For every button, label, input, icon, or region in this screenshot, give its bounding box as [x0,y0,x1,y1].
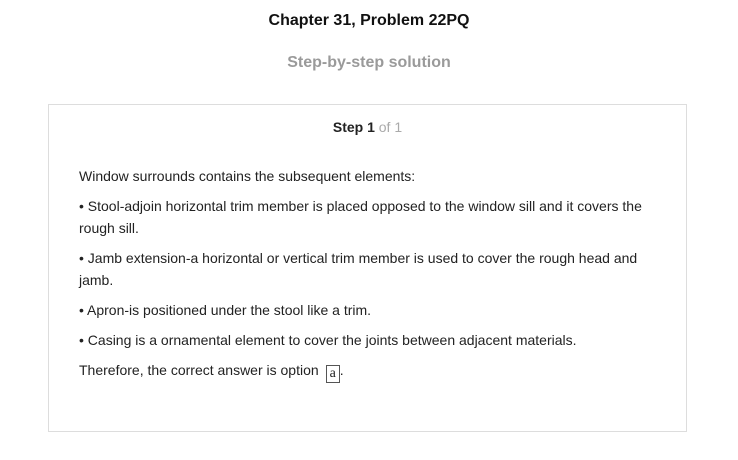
intro-text: Window surrounds contains the subsequent elements: [79,168,416,184]
bullet-item: • Casing is a ornamental element to cover the joints between adjacent materials. [79,332,577,348]
bullet-item: • Apron-is positioned under the stool like a trim. [79,302,372,318]
solution-subtitle: Step-by-step solution [287,54,451,71]
solution-content [79,165,659,391]
step-label: Step 1 [332,119,375,135]
chapter-title: Chapter 31, Problem 22PQ [268,12,470,29]
conclusion-line [79,359,659,383]
conclusion-period: . [339,362,344,378]
conclusion-text: Therefore, the correct answer is option [79,362,319,378]
bullet-item: • Stool-adjoin horizontal trim member is placed opposed to the window sill and it covers the rough sill. [79,198,642,236]
answer-box: a [326,365,340,383]
bullet-item: • Jamb extension-a horizontal or vertical trim member is used to cover the rough head and jamb. [79,250,638,288]
step-header [49,119,686,135]
solution-card [48,104,687,432]
step-count: of 1 [378,119,403,135]
